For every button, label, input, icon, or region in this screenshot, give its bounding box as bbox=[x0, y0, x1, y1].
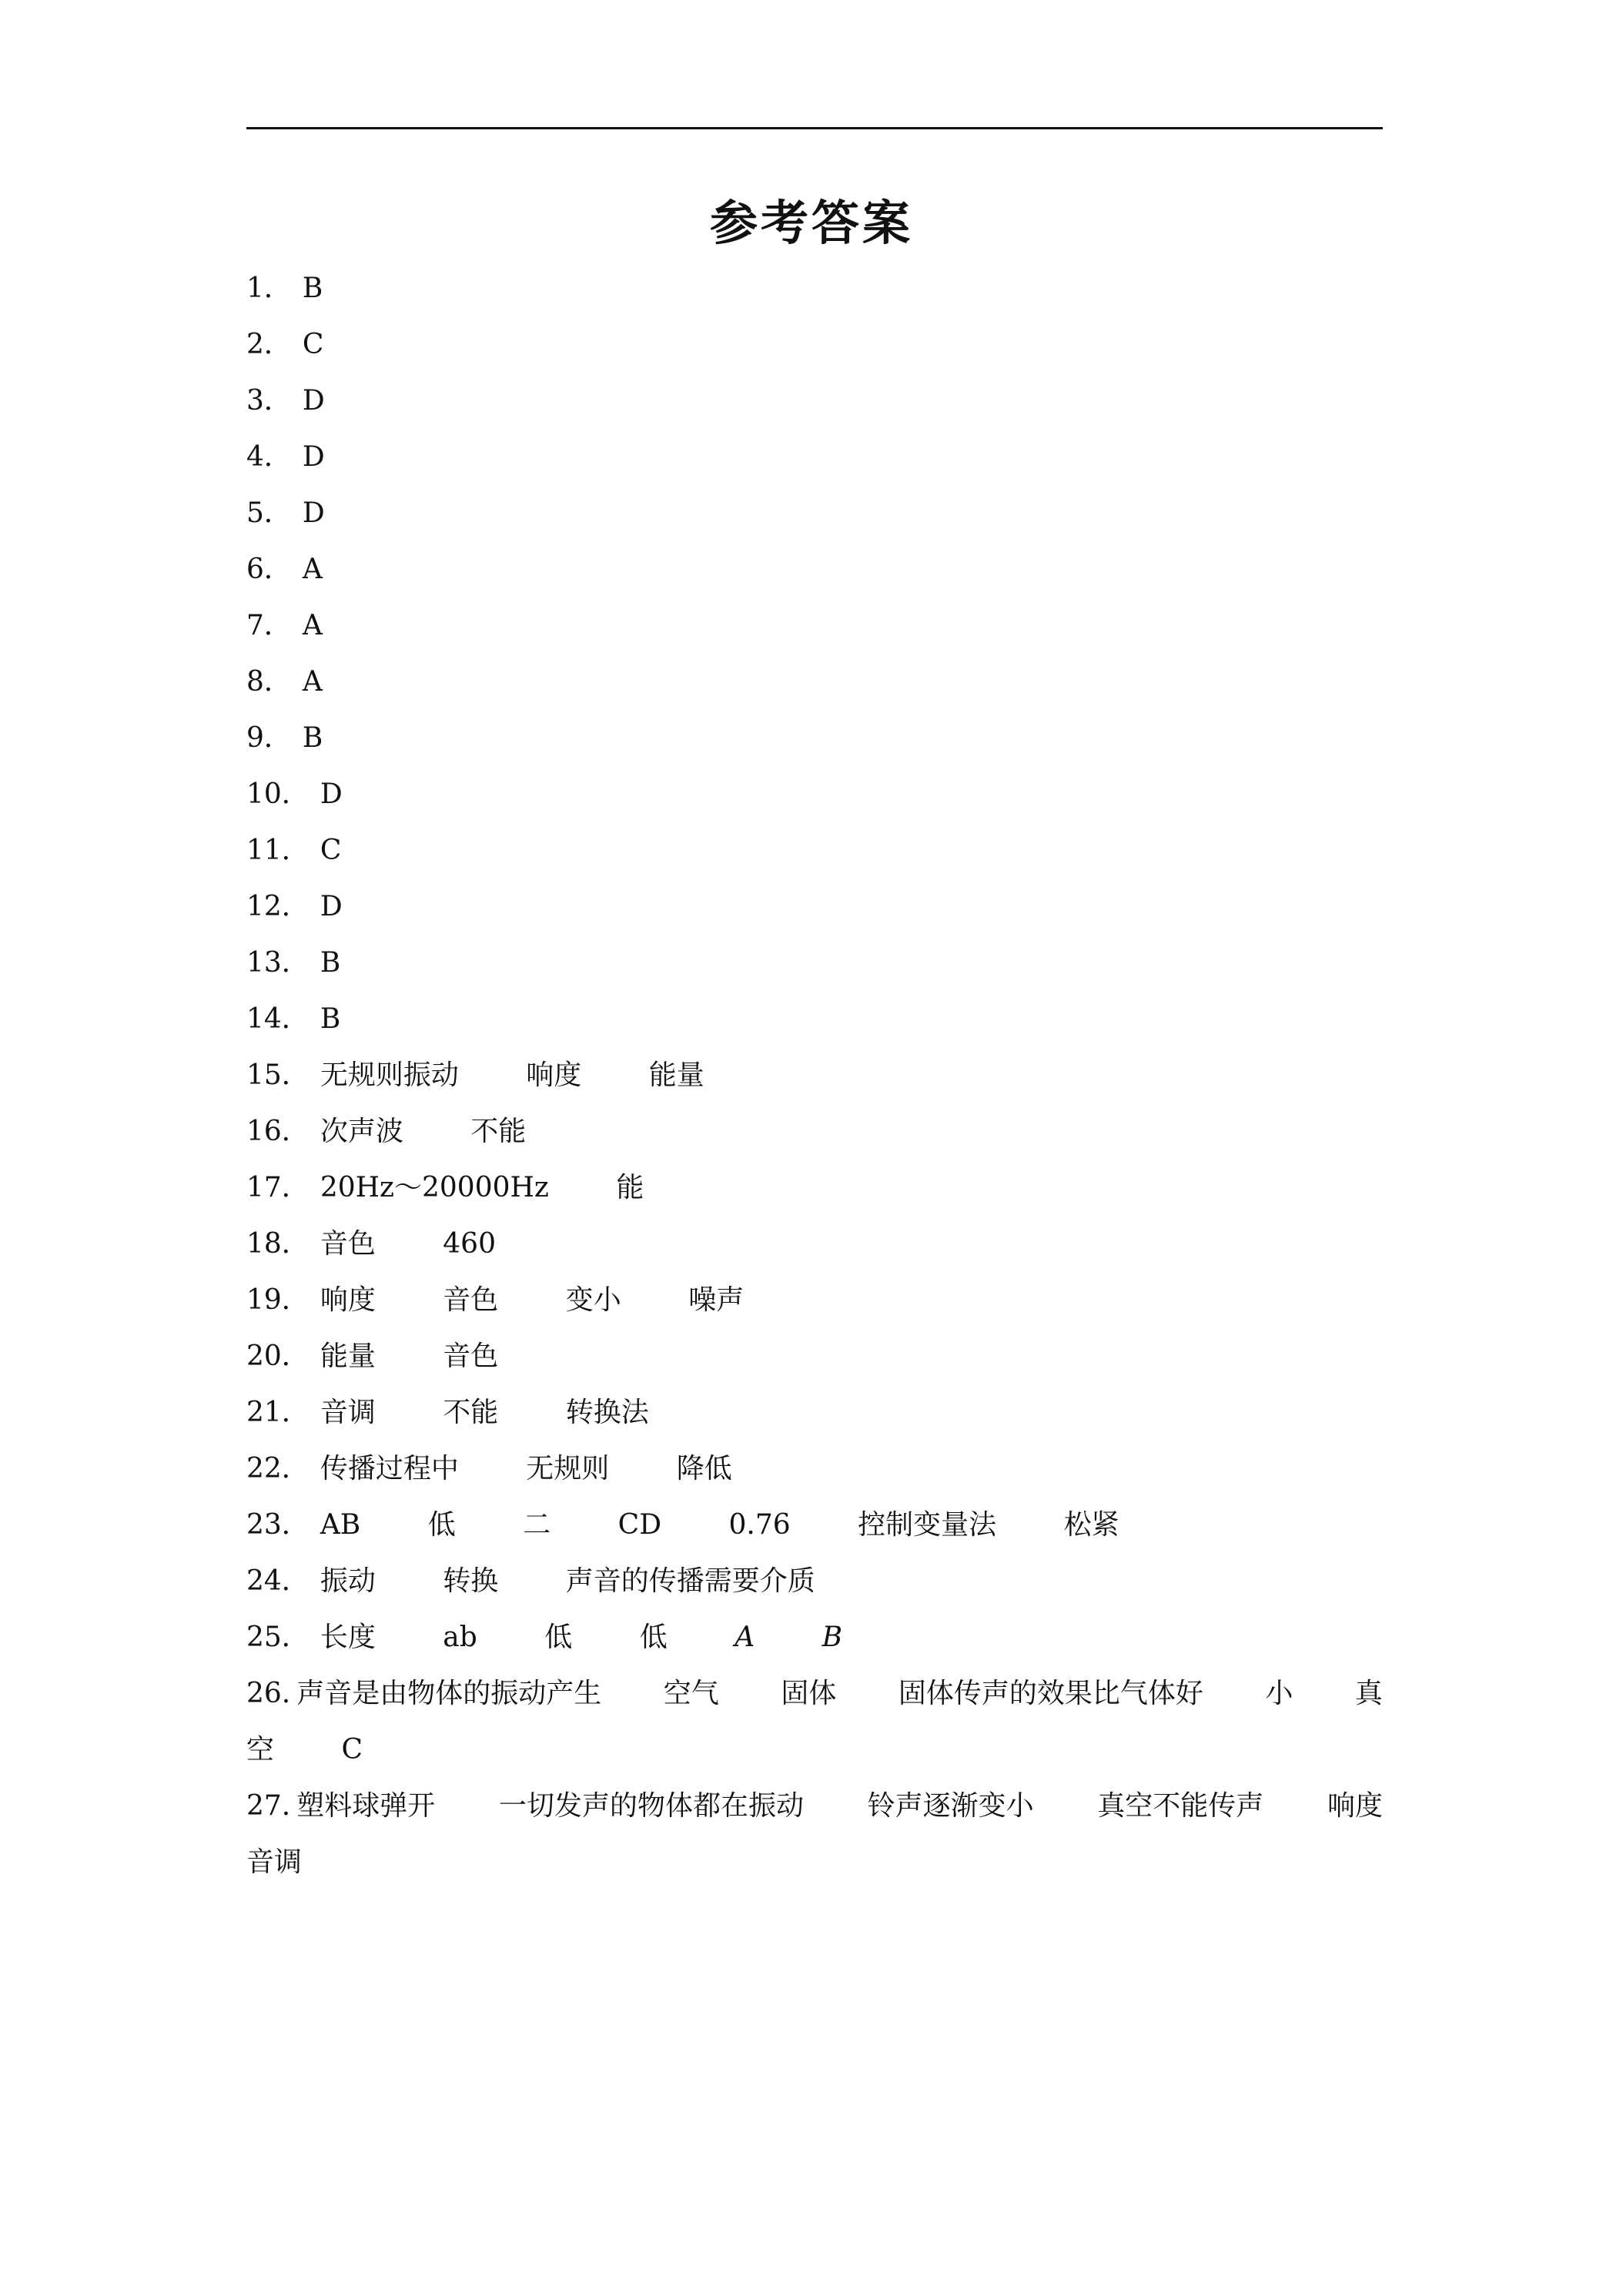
answer-item-8 bbox=[246, 654, 1383, 710]
answer-value: 声音是由物体的振动产生 bbox=[296, 1678, 602, 1709]
answer-value: D bbox=[320, 891, 343, 922]
answer-value: 塑料球弹开 bbox=[296, 1790, 436, 1822]
answer-value: 能量 bbox=[320, 1340, 376, 1372]
answer-value: ab bbox=[443, 1622, 477, 1653]
answer-number: 11． bbox=[246, 835, 310, 866]
answer-value: 低 bbox=[639, 1622, 668, 1653]
answer-number: 21． bbox=[246, 1397, 310, 1428]
answer-number: 15． bbox=[246, 1059, 310, 1091]
answer-value: A bbox=[735, 1622, 755, 1653]
answer-value: 音色 bbox=[443, 1340, 499, 1372]
answer-value: 固体 bbox=[781, 1678, 837, 1709]
answer-value: 传播过程中 bbox=[320, 1453, 459, 1484]
answer-item-25 bbox=[246, 1609, 1383, 1665]
answer-value: 转换 bbox=[443, 1565, 499, 1597]
answer-value: 小 bbox=[1265, 1678, 1293, 1709]
answer-item-10 bbox=[246, 766, 1383, 822]
answer-value: C bbox=[302, 329, 324, 360]
answer-value: 音色 bbox=[443, 1284, 499, 1316]
answer-value: 不能 bbox=[443, 1397, 499, 1428]
answer-value: 二 bbox=[523, 1509, 551, 1541]
answer-number: 27. bbox=[246, 1790, 291, 1822]
answer-value: A bbox=[302, 610, 323, 641]
answer-item-21 bbox=[246, 1384, 1383, 1441]
answer-value: 真 bbox=[1354, 1678, 1383, 1709]
answer-value: 变小 bbox=[565, 1284, 621, 1316]
answer-value: 不能 bbox=[470, 1116, 527, 1147]
answer-number: 3． bbox=[246, 385, 292, 417]
answer-value: 音色 bbox=[320, 1228, 376, 1260]
answer-value: 响度 bbox=[320, 1284, 376, 1316]
answer-value: 振动 bbox=[320, 1565, 376, 1597]
answer-value: B bbox=[302, 273, 323, 304]
answer-value: B bbox=[302, 722, 323, 754]
answer-number: 25． bbox=[246, 1622, 310, 1653]
answer-value: D bbox=[302, 441, 325, 473]
answer-item-19 bbox=[246, 1272, 1383, 1328]
answer-value: D bbox=[320, 778, 343, 810]
answer-item-13 bbox=[246, 935, 1383, 991]
answer-number: 17． bbox=[246, 1172, 310, 1203]
answer-value: 声音的传播需要介质 bbox=[565, 1565, 815, 1597]
answer-number: 13． bbox=[246, 947, 310, 979]
answer-value: 响度 bbox=[1327, 1790, 1383, 1822]
page-title: 参考答案 bbox=[709, 195, 913, 251]
answer-number: 22． bbox=[246, 1453, 310, 1484]
answer-value: 20Hz～20000Hz bbox=[320, 1172, 549, 1203]
answer-value: 松紧 bbox=[1063, 1509, 1119, 1541]
answer-number: 14． bbox=[246, 1003, 310, 1035]
answer-value: A bbox=[302, 666, 323, 698]
answer-value: D bbox=[302, 385, 325, 417]
answer-value: B bbox=[320, 1003, 341, 1035]
answer-number: 5． bbox=[246, 497, 292, 529]
answer-value: 转换法 bbox=[565, 1397, 649, 1428]
answer-number: 18． bbox=[246, 1228, 310, 1260]
answer-value: 控制变量法 bbox=[858, 1509, 997, 1541]
answer-number: 10． bbox=[246, 778, 310, 810]
answer-item-7 bbox=[246, 597, 1383, 654]
answer-value: 460 bbox=[443, 1228, 496, 1260]
answer-item-1 bbox=[246, 260, 1383, 316]
answer-value: 低 bbox=[427, 1509, 456, 1541]
answer-item-6 bbox=[246, 541, 1383, 597]
answer-item-27 bbox=[246, 1778, 1383, 1890]
answer-number: 26. bbox=[246, 1678, 291, 1709]
answer-item-5 bbox=[246, 485, 1383, 541]
answer-item-3 bbox=[246, 373, 1383, 429]
answer-item-26 bbox=[246, 1665, 1383, 1778]
answer-value: CD bbox=[617, 1509, 662, 1541]
answer-item-15 bbox=[246, 1047, 1383, 1103]
header-rule bbox=[246, 127, 1383, 129]
answer-number: 9． bbox=[246, 722, 292, 754]
answer-number: 19． bbox=[246, 1284, 310, 1316]
answer-item-22 bbox=[246, 1441, 1383, 1497]
answer-item-11 bbox=[246, 822, 1383, 879]
answer-value: 能量 bbox=[648, 1059, 704, 1091]
answer-value: 真空不能传声 bbox=[1097, 1790, 1264, 1822]
answer-number: 24． bbox=[246, 1565, 310, 1597]
answer-item-14 bbox=[246, 991, 1383, 1047]
answer-list bbox=[246, 260, 1383, 1890]
answer-value: C bbox=[341, 1734, 363, 1766]
answer-value: 能 bbox=[616, 1172, 644, 1203]
answer-item-16 bbox=[246, 1103, 1383, 1160]
answer-number: 20． bbox=[246, 1340, 310, 1372]
answer-value: 无规则振动 bbox=[320, 1059, 459, 1091]
answer-value: B bbox=[320, 947, 341, 979]
answer-value: 固体传声的效果比气体好 bbox=[898, 1678, 1203, 1709]
answer-value: 一切发声的物体都在振动 bbox=[498, 1790, 804, 1822]
answer-value: 音调 bbox=[246, 1846, 303, 1878]
answer-number: 1． bbox=[246, 273, 292, 304]
answer-value: 0.76 bbox=[728, 1509, 791, 1541]
answer-value: 长度 bbox=[320, 1622, 376, 1653]
answer-value: B bbox=[822, 1622, 843, 1653]
answer-item-24 bbox=[246, 1553, 1383, 1609]
answer-number: 6． bbox=[246, 554, 292, 585]
answer-number: 16． bbox=[246, 1116, 310, 1147]
answer-number: 7． bbox=[246, 610, 292, 641]
answer-value: 降低 bbox=[676, 1453, 732, 1484]
answer-item-18 bbox=[246, 1216, 1383, 1272]
answer-value: AB bbox=[320, 1509, 361, 1541]
answer-number: 23． bbox=[246, 1509, 310, 1541]
answer-value: 空 bbox=[246, 1734, 275, 1766]
answer-item-20 bbox=[246, 1328, 1383, 1384]
answer-value: 音调 bbox=[320, 1397, 376, 1428]
answer-value: 低 bbox=[544, 1622, 573, 1653]
answer-value: 无规则 bbox=[526, 1453, 610, 1484]
answer-value: D bbox=[302, 497, 325, 529]
answer-item-17 bbox=[246, 1160, 1383, 1216]
answer-item-12 bbox=[246, 879, 1383, 935]
answer-number: 2． bbox=[246, 329, 292, 360]
answer-value: 铃声逐渐变小 bbox=[867, 1790, 1034, 1822]
answer-item-9 bbox=[246, 710, 1383, 766]
answer-value: 次声波 bbox=[320, 1116, 403, 1147]
answer-item-2 bbox=[246, 316, 1383, 373]
answer-value: A bbox=[302, 554, 323, 585]
answer-item-23 bbox=[246, 1497, 1383, 1553]
answer-number: 8． bbox=[246, 666, 292, 698]
answer-number: 12． bbox=[246, 891, 310, 922]
answer-number: 4． bbox=[246, 441, 292, 473]
answer-value: C bbox=[320, 835, 342, 866]
answer-item-4 bbox=[246, 429, 1383, 485]
answer-value: 噪声 bbox=[688, 1284, 745, 1316]
answer-value: 空气 bbox=[663, 1678, 719, 1709]
answer-value: 响度 bbox=[526, 1059, 582, 1091]
